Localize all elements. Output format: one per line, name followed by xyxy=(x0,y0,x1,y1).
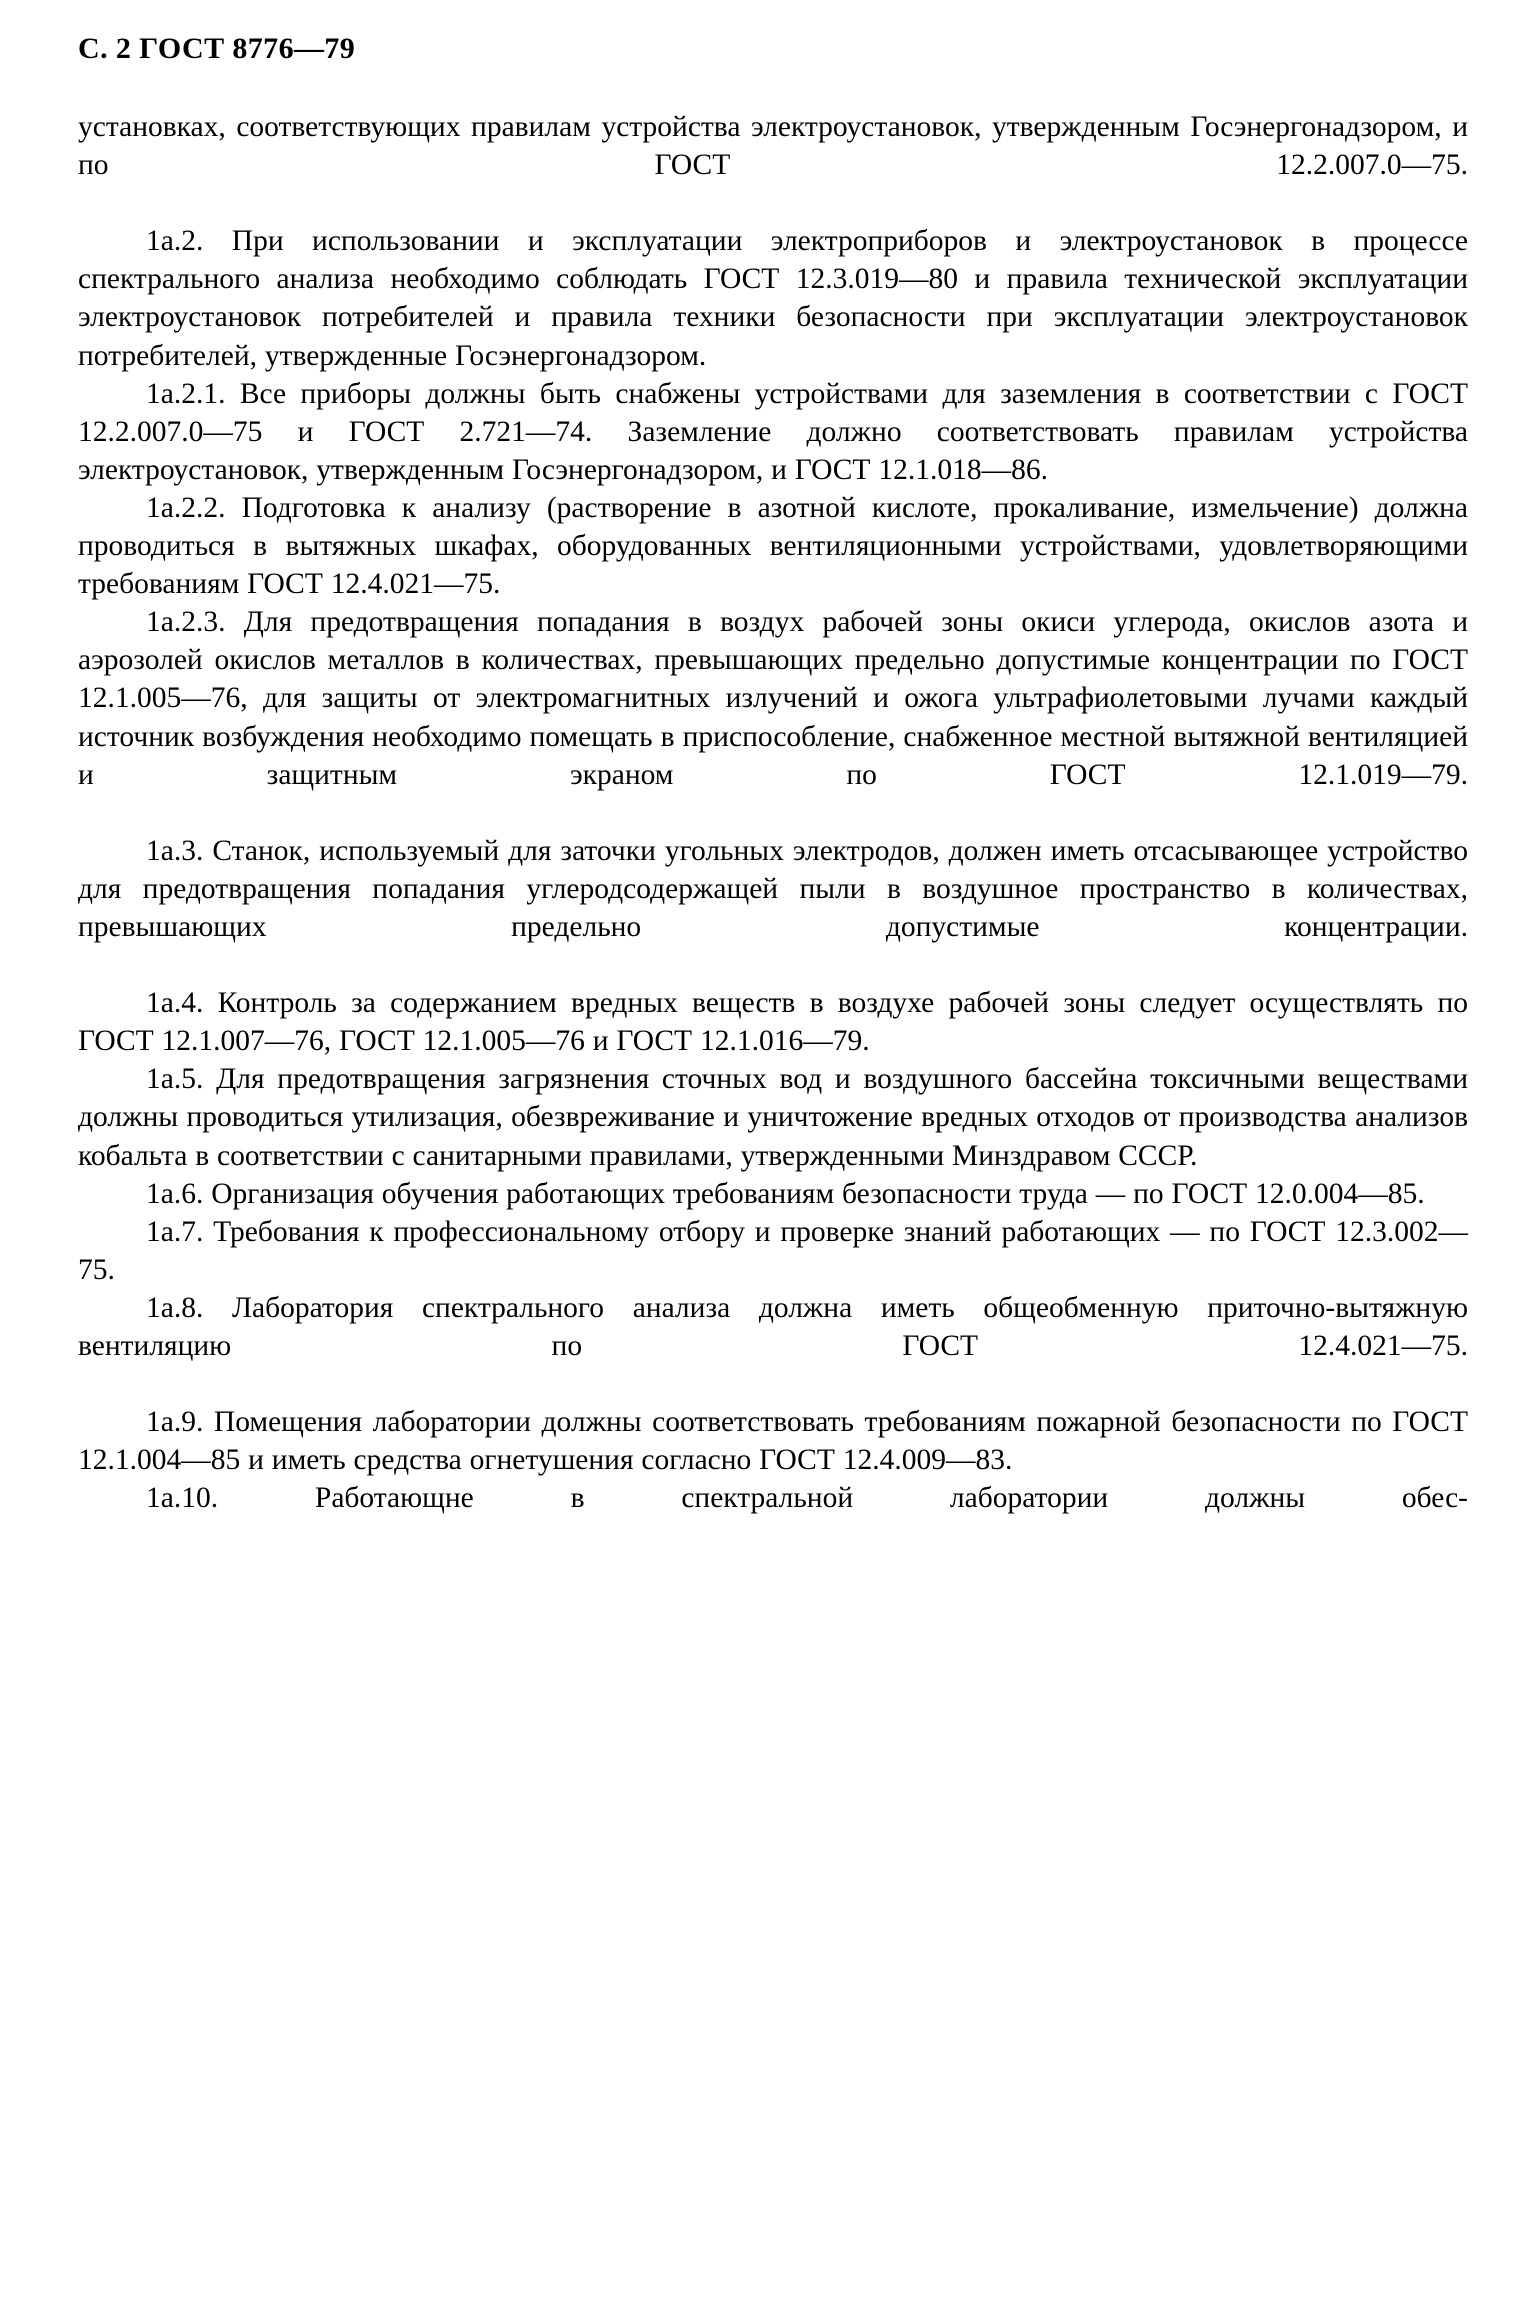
paragraph: 1а.9. Помещения лаборатории должны соответствовать требованиям пожарной безопасности по ГОСТ 12.1.004—85 и иметь средства огнетушения согласно ГОСТ 12.4.009—83. xyxy=(78,1406,1468,1477)
paragraph: 1а.6. Организация обучения работающих требованиям безопасности труда — по ГОСТ 12.0.004—85. xyxy=(146,1177,1425,1210)
paragraph: 1а.2.2. Подготовка к анализу (растворение в азотной кислоте, прокаливание, измельчение) должна проводиться в вытяжных шкафах, оборудованных вентиляционными устройствами, удовлетворяющими требованиям ГОСТ 12.4.021—75. xyxy=(78,491,1468,601)
body-text xyxy=(78,108,1468,1556)
page-header: С. 2 ГОСТ 8776—79 xyxy=(78,32,356,65)
paragraph: 1а.2.1. Все приборы должны быть снабжены устройствами для заземления в соответствии с ГОСТ 12.2.007.0—75 и ГОСТ 2.721—74. Заземление должно соответствовать правилам устройства электроустановок, утвержденным Госэнергонадзором, и ГОСТ 12.1.018—86. xyxy=(78,377,1468,486)
paragraph: 1а.2.3. Для предотвращения попадания в воздух рабочей зоны окиси углерода, окислов азота и аэрозолей окислов металлов в количествах, превышающих предельно допустимые концентрации по ГОСТ 12.1.005—76, для защиты от электромагнитных излучений и ожога ультрафиолетовыми лучами каждый источник возбуждения необходимо помещать в приспособление, снабженное местной вытяжной вентиляцией и защитным экраном по ГОСТ 12.1.019—79. xyxy=(78,606,1468,791)
paragraph: 1а.3. Станок, используемый для заточки угольных электродов, должен иметь отсасывающее устройство для предотвращения попадания углеродсодержащей пыли в воздушное пространство в количествах, превышающих предельно допустимые концентрации. xyxy=(78,834,1468,943)
paragraph: 1а.8. Лаборатория спектрального анализа должна иметь общеобменную приточно-вытяжную вентиляцию по ГОСТ 12.4.021—75. xyxy=(78,1291,1468,1362)
paragraph: 1а.5. Для предотвращения загрязнения сточных вод и воздушного бассейна токсичными веществами должны проводиться утилизация, обезвреживание и уничтожение вредных отходов от производства анализов кобальта в соответствии с санитарными правилами, утвержденными Минздравом СССР. xyxy=(78,1063,1468,1172)
paragraph: 1а.7. Требования к профессиональному отбору и проверке знаний работающих — по ГОСТ 12.3.002—75. xyxy=(78,1215,1468,1286)
paragraph: 1а.2. При использовании и эксплуатации электроприборов и электроустановок в процессе спектрального анализа необходимо соблюдать ГОСТ 12.3.019—80 и правила технической эксплуатации электроустановок потребителей и правила техники безопасности при эксплуатации электроустановок потребителей, утвержденные Госэнергонадзором. xyxy=(78,225,1468,372)
paragraph: 1а.10. Работающне в спектральной лаборатории должны обес- xyxy=(146,1482,1468,1515)
paragraph: установках, соответствующих правилам устройства электроустановок, утвержденным Госэнергонадзором, и по ГОСТ 12.2.007.0—75. xyxy=(78,111,1468,182)
paragraph: 1а.4. Контроль за содержанием вредных веществ в воздухе рабочей зоны следует осуществлять по ГОСТ 12.1.007—76, ГОСТ 12.1.005—76 и ГОСТ 12.1.016—79. xyxy=(78,987,1468,1058)
